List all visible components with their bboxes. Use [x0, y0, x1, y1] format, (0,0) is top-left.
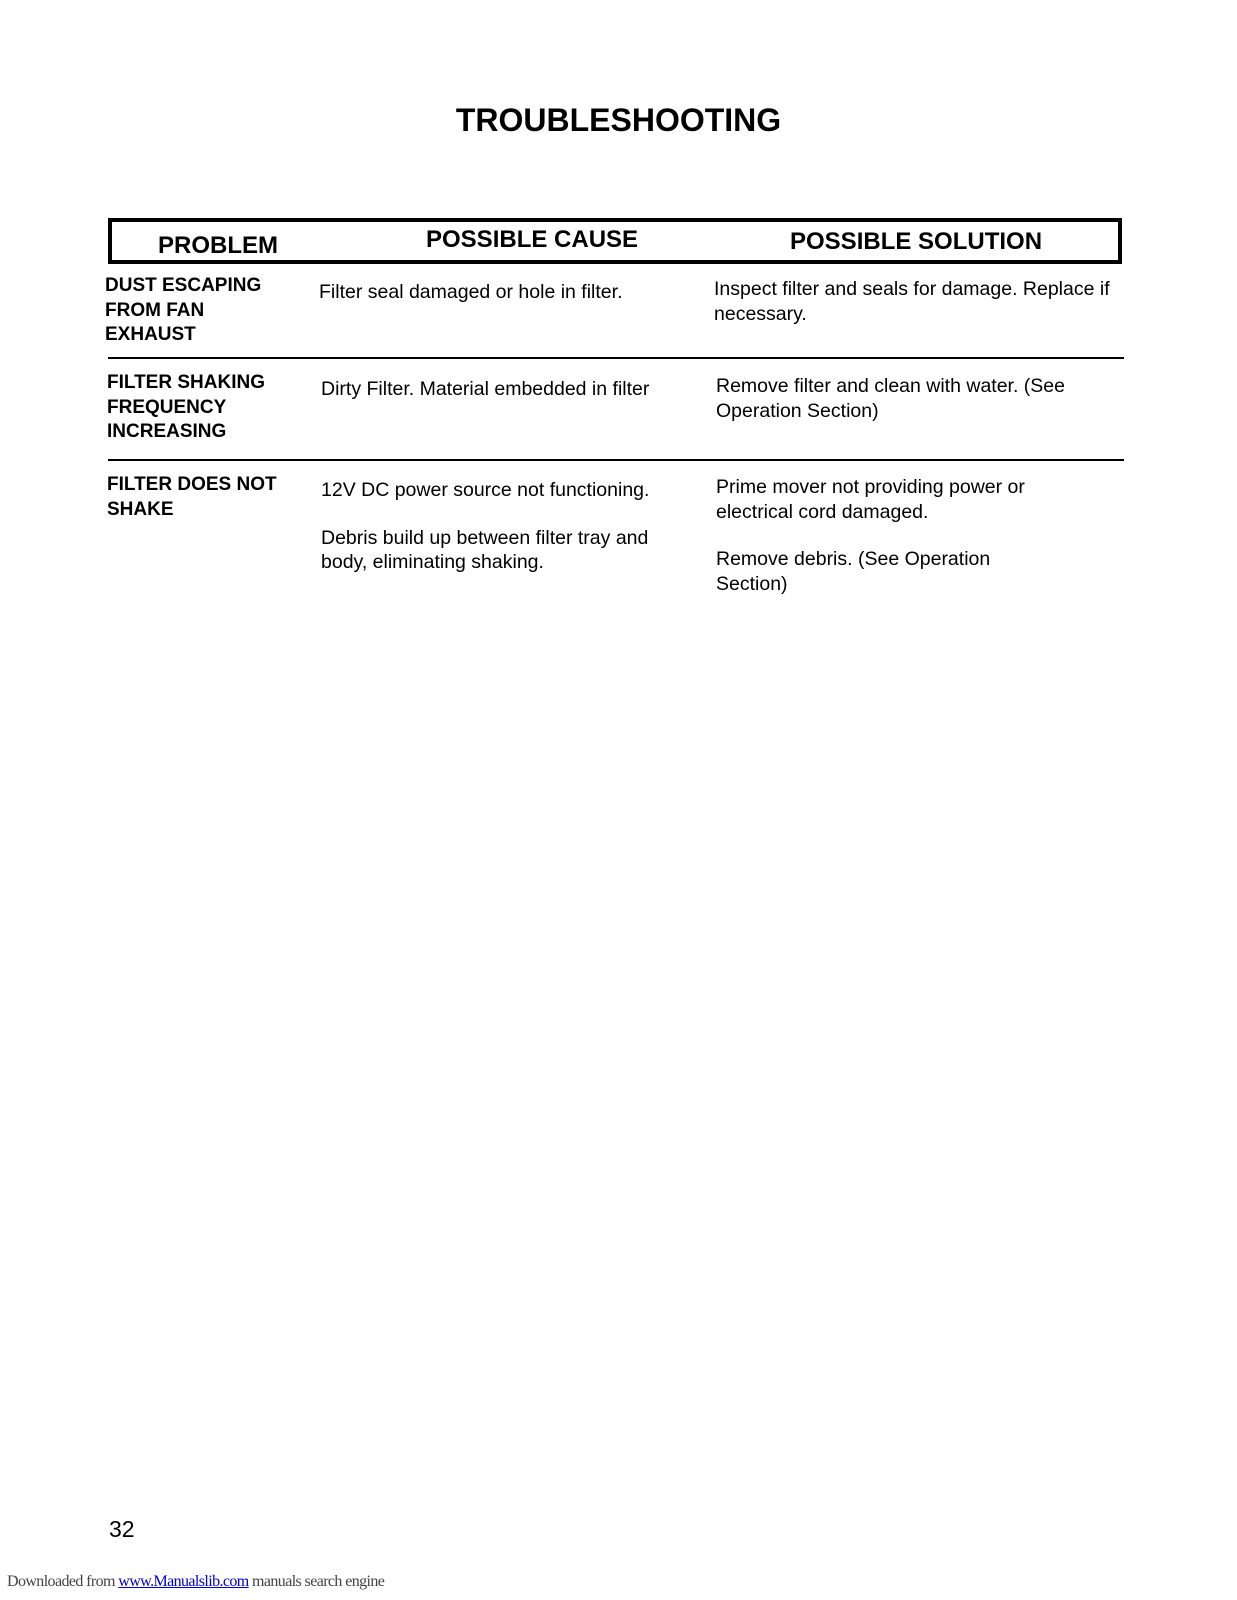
row-divider	[108, 459, 1124, 461]
solution-text: Inspect filter and seals for damage. Replace if necessary.	[714, 278, 1110, 325]
cause-text: Dirty Filter. Material embedded in filter	[321, 378, 650, 400]
row-problem	[107, 371, 307, 445]
row-cause	[319, 280, 679, 305]
solution-text: Prime mover not providing power or electrical cord damaged.	[716, 476, 1025, 523]
header-problem: PROBLEM	[158, 232, 278, 259]
row-problem	[107, 473, 307, 522]
manualslib-link[interactable]: www.Manualslib.com	[118, 1573, 249, 1590]
footer-prefix: Downloaded from	[7, 1573, 119, 1590]
footer-suffix: manuals search engine	[248, 1573, 385, 1590]
problem-line: FREQUENCY	[107, 396, 227, 418]
row-divider	[108, 357, 1124, 359]
row-solution	[716, 374, 1096, 423]
problem-line: FILTER DOES NOT	[107, 474, 277, 495]
problem-line: EXHAUST	[105, 324, 196, 345]
problem-line: FROM FAN	[105, 299, 205, 321]
problem-line: DUST ESCAPING	[105, 275, 262, 296]
header-possible-cause: POSSIBLE CAUSE	[426, 226, 639, 253]
row-cause	[321, 377, 681, 402]
cause-text: 12V DC power source not functioning.	[321, 479, 650, 501]
table-header	[108, 218, 1122, 264]
problem-line: SHAKE	[107, 498, 174, 520]
problem-line: FILTER SHAKING	[107, 372, 265, 393]
header-possible-solution: POSSIBLE SOLUTION	[790, 228, 1043, 255]
problem-line: INCREASING	[107, 421, 227, 442]
download-footer	[7, 1573, 384, 1591]
cause-text: Debris build up between filter tray and body, eliminating shaking.	[321, 526, 649, 573]
solution-text: Remove debris. (See Operation Section)	[716, 548, 991, 595]
cause-text: Filter seal damaged or hole in filter.	[319, 281, 623, 303]
solution-text: Remove filter and clean with water. (See Operation Section)	[716, 375, 1066, 422]
row-solution	[716, 475, 1056, 596]
page-title: TROUBLESHOOTING	[455, 102, 782, 138]
page-number: 32	[109, 1516, 135, 1542]
row-problem	[105, 274, 305, 348]
row-solution	[714, 277, 1114, 326]
row-cause	[321, 478, 666, 575]
